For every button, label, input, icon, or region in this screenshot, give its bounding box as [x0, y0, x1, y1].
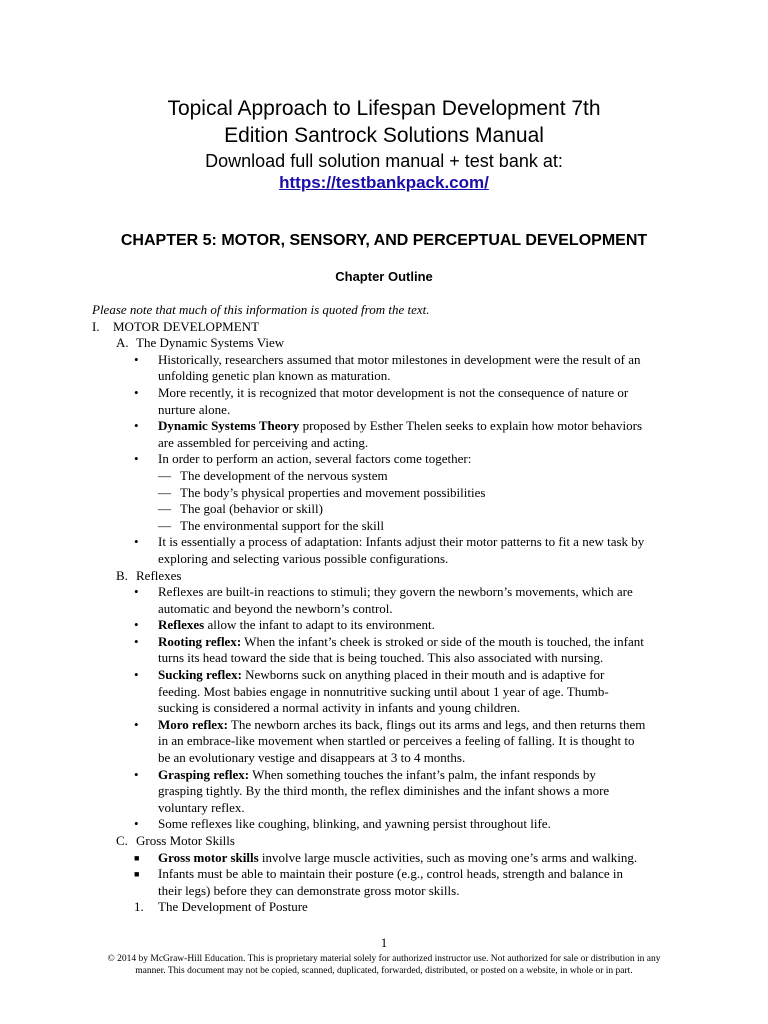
bullet-icon: • — [134, 716, 139, 732]
section-number: I. — [92, 318, 100, 334]
list-item-continuation: in an embrace-like movement when startled or perceives a feeling of falling. It is thought to — [158, 733, 635, 749]
subsection-heading — [0, 335, 768, 352]
subsection-label: Reflexes — [136, 567, 182, 583]
list-item-continuation: turns its head toward the side that is being touched. This also associated with nursing. — [158, 650, 604, 666]
square-bullet-icon: ■ — [134, 852, 140, 863]
note-text: Please note that much of this information is quoted from the text. — [92, 302, 430, 317]
list-item: • Moro reflex: The newborn arches its back, flings out its arms and legs, and then returns them — [134, 716, 646, 732]
download-text: Download full solution manual + test bank at: — [205, 151, 563, 171]
subsection-label: The Dynamic Systems View — [136, 335, 285, 351]
list-item-continuation: voluntary reflex. — [158, 799, 245, 815]
list-item: ■ Gross motor skills involve large muscle activities, such as moving one’s arms and walking. — [134, 849, 638, 865]
list-item: • Grasping reflex: When something touches the infant’s palm, the infant responds by — [134, 766, 596, 782]
outline-title: Chapter Outline — [335, 269, 433, 284]
dash-icon: — — [158, 501, 171, 517]
copyright-footer — [80, 953, 688, 977]
list-item: ■ Infants must be able to maintain their posture (e.g., control heads, strength and balance in — [134, 866, 623, 882]
bullet-icon: • — [134, 584, 139, 600]
title-line-1: Topical Approach to Lifespan Development 7th — [167, 97, 601, 120]
page-number: 1 — [380, 935, 388, 950]
bullet-icon: • — [134, 766, 139, 782]
square-bullet-icon: ■ — [134, 869, 140, 880]
list-item-continuation: their legs) before they can demonstrate gross motor skills. — [158, 882, 460, 898]
dash-item: — The goal (behavior or skill) — [158, 501, 323, 517]
list-item: • Some reflexes like coughing, blinking, and yawning persist throughout life. — [134, 816, 551, 832]
footer-line-1: © 2014 by McGraw-Hill Education. This is proprietary material solely for authorized instructor use. Not authorized for sale or distribution in any — [107, 954, 661, 964]
dash-icon: — — [158, 467, 171, 483]
term: Moro reflex: — [158, 716, 228, 732]
dash-icon: — — [158, 517, 171, 533]
bullet-icon: • — [134, 667, 139, 683]
numbered-item: 1. The Development of Posture — [134, 899, 308, 915]
subsection-number: A. — [116, 335, 129, 351]
bullet-icon: • — [134, 451, 139, 467]
list-item: • Reflexes are built-in reactions to stimuli; they govern the newborn’s movements, which are — [134, 584, 633, 600]
list-item-continuation: automatic and beyond the newborn’s control. — [158, 600, 393, 616]
bullet-icon: • — [134, 384, 139, 400]
list-item: • More recently, it is recognized that motor development is not the consequence of nature or — [134, 384, 629, 400]
list-item: • Rooting reflex: When the infant’s cheek is stroked or side of the mouth is touched, the infant — [134, 633, 644, 649]
title-line-2: Edition Santrock Solutions Manual — [224, 124, 544, 147]
section-label: MOTOR DEVELOPMENT — [113, 318, 260, 334]
item-number: 1. — [134, 899, 144, 915]
subsection-heading — [0, 568, 768, 585]
list-item-continuation: feeding. Most babies engage in nonnutritive sucking until about 1 year of age. Thumb- — [158, 683, 609, 699]
term: Dynamic Systems Theory — [158, 418, 300, 434]
bullet-icon: • — [134, 617, 139, 633]
term: Reflexes — [158, 617, 205, 633]
document-title — [0, 95, 768, 149]
subsection-label: Gross Motor Skills — [136, 833, 235, 848]
term: Grasping reflex: — [158, 766, 250, 782]
bullet-icon: • — [134, 351, 139, 367]
subsection-heading — [0, 833, 768, 850]
subsection-number: C. — [116, 833, 128, 848]
list-item-continuation: nurture alone. — [158, 401, 231, 417]
list-item-continuation: sucking is considered a normal activity in infants and young children. — [158, 700, 521, 716]
list-item-continuation: grasping tightly. By the third month, the reflex diminishes and the infant shows a more — [158, 783, 610, 799]
footer-line-2: manner. This document may not be copied, scanned, duplicated, forwarded, distributed, or posted on a website, in whole or in part. — [135, 966, 633, 976]
list-item-continuation: are assembled for perceiving and acting. — [158, 434, 369, 450]
section-heading — [0, 319, 768, 336]
list-item: • Historically, researchers assumed that motor milestones in development were the result of an — [134, 351, 641, 367]
bullet-icon: • — [134, 418, 139, 434]
bullet-icon: • — [134, 816, 139, 832]
list-item: • In order to perform an action, several factors come together: — [134, 451, 472, 467]
list-item-continuation: exploring and selecting various possible configurations. — [158, 550, 449, 566]
list-item-continuation: unfolding genetic plan known as maturation. — [158, 368, 391, 384]
list-item: • Reflexes allow the infant to adapt to its environment. — [134, 617, 435, 633]
term: Gross motor skills — [158, 849, 259, 865]
subsection-number: B. — [116, 567, 128, 583]
dash-item: — The environmental support for the skill — [158, 517, 384, 533]
list-item: • Sucking reflex: Newborns suck on anything placed in their mouth and is adaptive for — [134, 667, 605, 683]
list-item: • It is essentially a process of adaptation: Infants adjust their motor patterns to fit a new task by — [134, 534, 645, 550]
dash-item: — The body’s physical properties and movement possibilities — [158, 484, 486, 500]
dash-icon: — — [158, 484, 171, 500]
outline-body — [0, 302, 768, 916]
bullet-icon: • — [134, 534, 139, 550]
term: Sucking reflex: — [158, 667, 242, 683]
list-item-continuation: be an evolutionary vestige and disappears at 3 to 4 months. — [158, 750, 466, 766]
chapter-title: CHAPTER 5: MOTOR, SENSORY, AND PERCEPTUAL DEVELOPMENT — [120, 232, 648, 249]
term: Rooting reflex: — [158, 633, 242, 649]
dash-item: — The development of the nervous system — [158, 467, 388, 483]
bullet-icon: • — [134, 633, 139, 649]
download-link[interactable]: https://testbankpack.com/ — [279, 173, 489, 192]
list-item: • Dynamic Systems Theory proposed by Esther Thelen seeks to explain how motor behaviors — [134, 418, 643, 434]
